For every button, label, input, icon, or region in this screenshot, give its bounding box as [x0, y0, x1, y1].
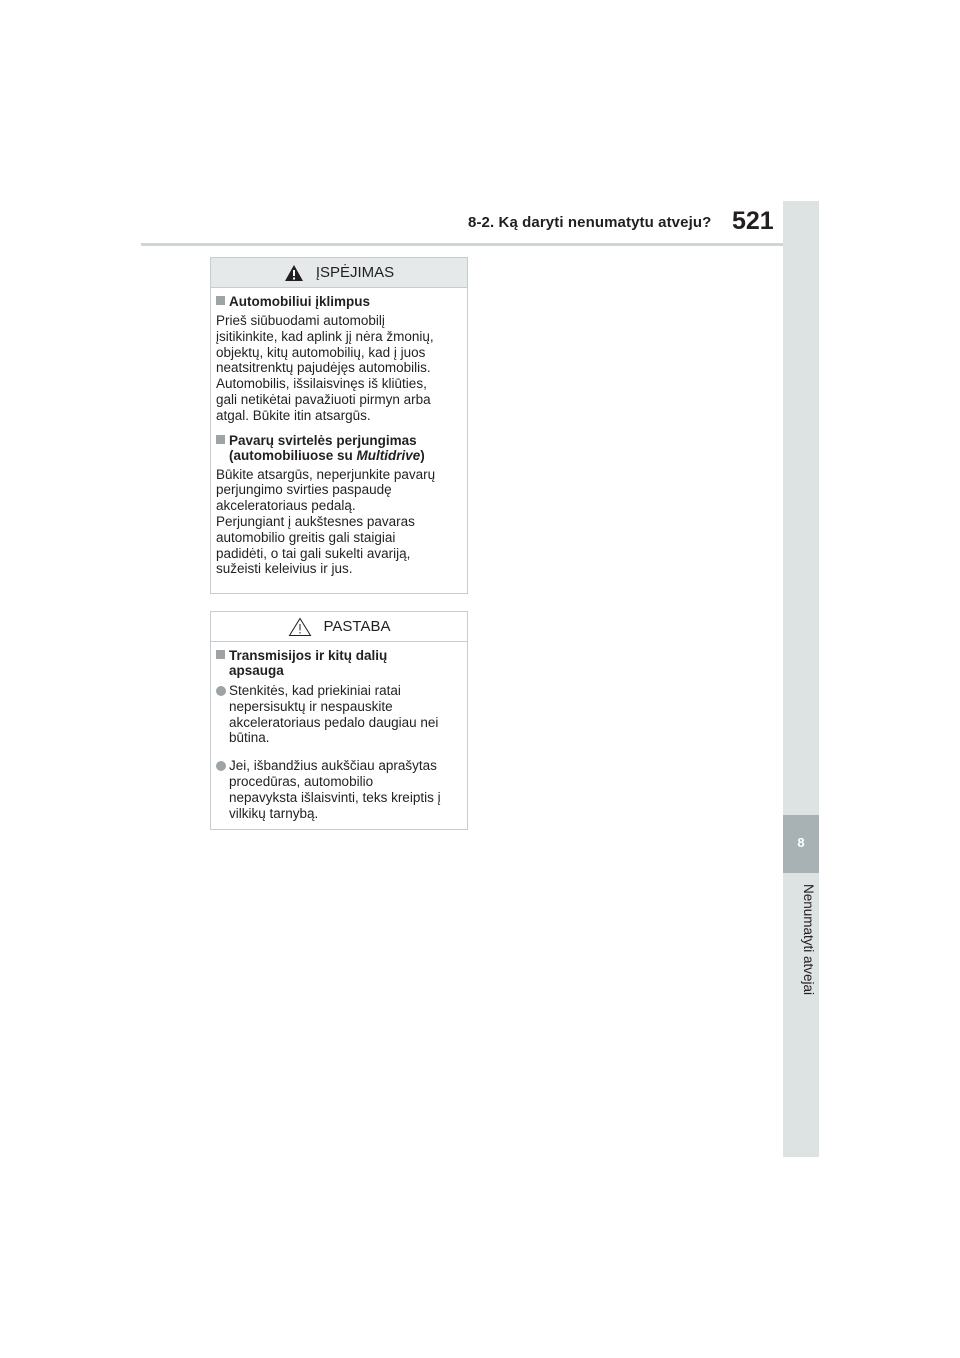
warning-triangle-outline-icon [288, 617, 312, 637]
header-divider [141, 243, 783, 246]
warning-section-text: Prieš siūbuodami automobilį įsitikinkite, kad aplink jį nėra žmonių, objektų, kitų automobilių, kad į juos neatsitrenktų pajudėjęs automobilis. Automobilis, išsilaisvinęs iš kliūties, gali netikėtai pavažiuoti pirmyn arba atgal. Būkite itin atsargūs. [216, 313, 434, 423]
square-bullet-icon [216, 650, 225, 659]
warning-title: ĮSPĖJIMAS [315, 264, 395, 281]
notice-box [210, 611, 468, 830]
round-bullet-icon [216, 686, 226, 696]
notice-box-header [211, 612, 467, 642]
notice-title: PASTABA [323, 618, 391, 635]
warning-box [210, 257, 468, 594]
chapter-side-tab [783, 201, 819, 1157]
chapter-title: Nenumatyti atvejai [801, 884, 816, 996]
square-bullet-icon [216, 435, 225, 444]
notice-bullet: Stenkitės, kad priekiniai ratai nepersisuktų ir nespauskite akceleratoriaus pedalo daugiau nei būtina. [216, 683, 461, 746]
warning-triangle-filled-icon [284, 264, 304, 282]
warning-section-heading: Automobiliui įklimpus [216, 294, 461, 309]
chapter-number: 8 [797, 835, 805, 850]
section-title: 8-2. Ką daryti nenumatytu atveju? [468, 214, 712, 231]
warning-box-header [211, 258, 467, 288]
notice-section-heading: Transmisijos ir kitų dalių apsauga [216, 648, 461, 678]
square-bullet-icon [216, 296, 225, 305]
warning-section-text: Būkite atsargūs, neperjunkite pavarų perjungimo svirties paspaudę akceleratoriaus pedalą. Perjungiant į aukštesnes pavaras automobilio greitis gali staigiai padidėti, o tai gali sukelti avariją, sužeisti keleivius ir jus. [216, 466, 436, 577]
round-bullet-icon [216, 761, 226, 771]
page-number: 521 [732, 207, 774, 235]
notice-bullet: Jei, išbandžius aukščiau aprašytas procedūras, automobilio nepavyksta išlaisvinti, teks kreiptis į vilkikų tarnybą. [216, 758, 461, 821]
warning-section-heading: Pavarų svirtelės perjungimas (automobiliuose su Multidrive) [216, 433, 461, 463]
